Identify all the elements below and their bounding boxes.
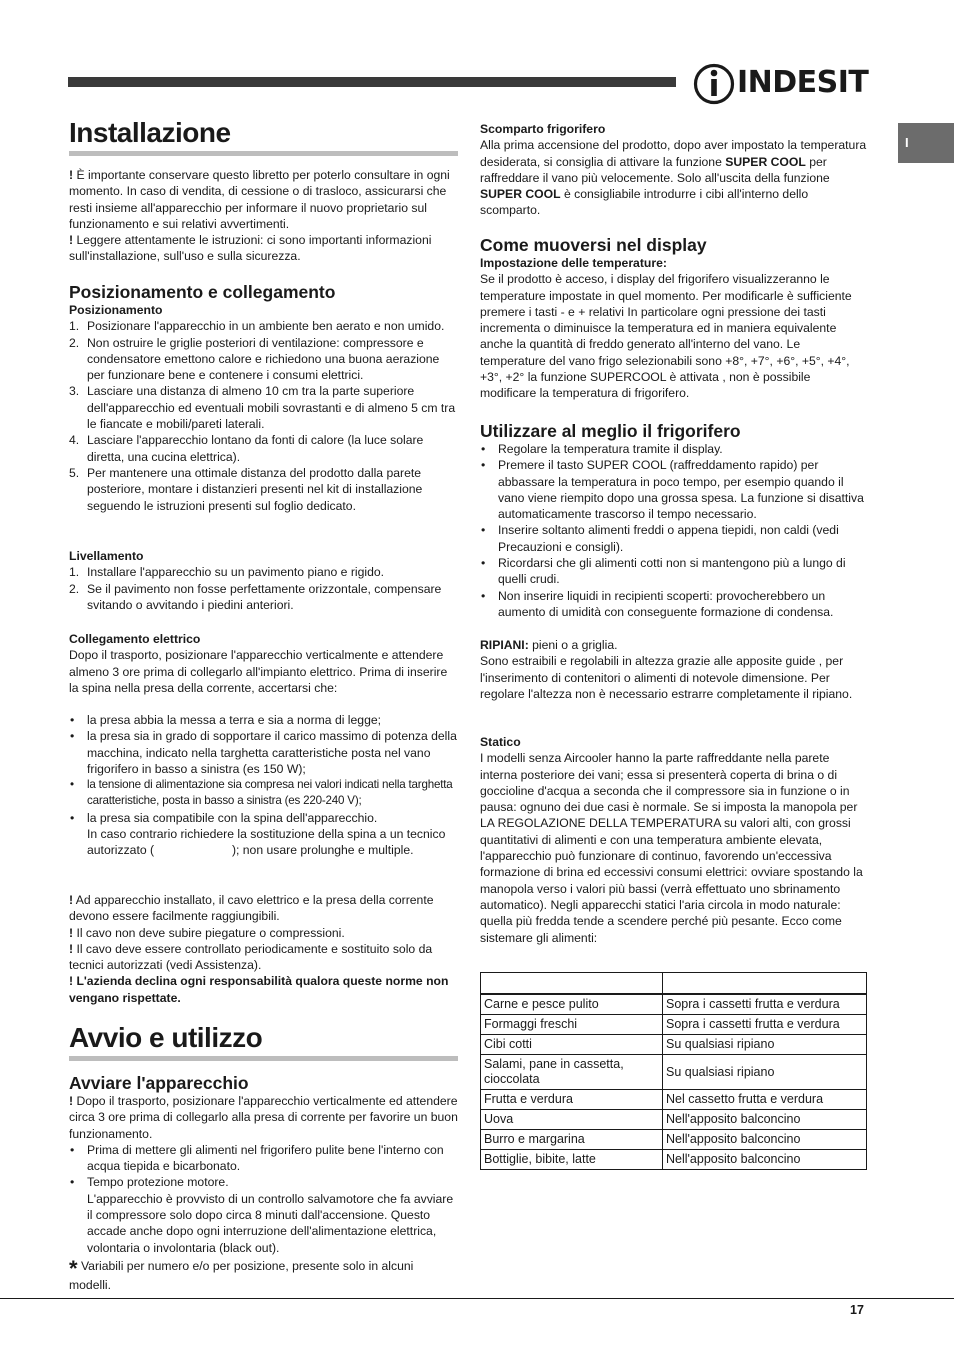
electrical-section [69,631,458,696]
positioning-list [69,318,458,514]
warnings [69,892,458,1006]
shelves-label: RIPIANI: [480,638,529,652]
warning-text: Il cavo deve essere controllato periodicamente e sostituito solo da tecnici autorizzati (vedi Assistenza). [69,941,433,973]
electrical-text: Dopo il trasporto, posizionare l'apparecchio verticalmente e attendere almeno 3 ore prima di collegarlo all'impianto elettrico. Prima di inserire la spina nella presa della corrente, accertarsi che: [69,648,448,695]
table-row [481,1110,867,1130]
table-row [481,1055,867,1090]
electrical-checklist [69,712,458,859]
list-item: 1. Installare l'apparecchio su un pavimento piano e rigido. [69,565,385,580]
table-cell: Su qualsiasi ripiano [663,1055,867,1090]
warning-mark: ! [69,168,74,182]
list-item-extra-text: In caso contrario richiedere la sostituzione della spina a un tecnico autorizzato ( ); non usare prolunghe e multiple. [87,827,449,858]
best-use-list [480,441,868,620]
list-item: 1. Posizionare l'apparecchio in un ambiente ben aerato e non umido. [69,319,445,334]
shelves-text-a-body: pieni o a griglia. [532,638,618,652]
table-row [481,1015,867,1035]
list-item-text: Regolare la temperatura tramite il display. [498,442,723,456]
table-cell: Bottiglie, bibite, latte [481,1150,663,1170]
compartment-text [480,137,868,218]
compartment-text-a: Alla prima accensione del prodotto, dopo aver impostato la temperatura desiderata, si consiglia di attivare la funzione [480,138,867,169]
list-item-text: Lasciare l'apparecchio lontano da fonti di calore (la luce solare diretta, una cucina elettrica). [87,433,424,464]
tab-letter: I [905,135,909,150]
list-item-extra-text: L'apparecchio è provvisto di un controllo salvamotore che fa avviare il compressore solo dopo circa 8 minuti dall'accensione. Questo accade anche dopo ogni interruzione dell'alimentazione elettrica, volontaria o involontaria (black out). [87,1191,454,1255]
table-row [481,1035,867,1055]
list-item-text: Per mantenere una ottimale distanza del prodotto dalla parete posteriore, montare i distanzieri presenti nel kit di installazione seguendo le istruzioni presenti sul foglio dedicato. [87,465,423,513]
list-item-text: Non ostruire le griglie posteriori di ventilazione: compressore e condensatore emettono calore e richiedono una buona aerazione per funzionare bene e contenere i consumi elettrici. [87,335,440,383]
warning-text: Ad apparecchio installato, il cavo elettrico e la presa della corrente devono essere facilmente raggiungibili. [69,893,434,924]
intro-text-2: Leggere attentamente le istruzioni: ci sono importanti informazioni sull'installazione, sull'uso e sulla sicurezza. [69,233,432,264]
shelves-text-a [480,637,868,653]
table-cell: Cibi cotti [481,1035,663,1055]
footer-rule [0,1298,954,1299]
list-item: 2. Se il pavimento non fosse perfettamente orizzontale, compensare svitando o avvitando i piedini anteriori. [69,581,442,612]
list-item [69,1174,458,1255]
start-section [69,1073,458,1256]
list-item: 4. Lasciare l'apparecchio lontano da fonti di calore (la luce solare diretta, una cucina elettrica). [69,433,424,464]
intro-paragraph-1 [69,167,458,232]
list-item [480,457,868,522]
list-item-text: Installare l'apparecchio su un pavimento piano e rigido. [87,565,385,580]
list-item-text: Posizionare l'apparecchio in un ambiente ben aerato e non umido. [87,319,445,334]
list-item-text: Lasciare una distanza di almeno 10 cm tra la parte superiore dell'apparecchio ed eventuali mobili sovrastanti e di almeno 5 cm tra le fiancate e mobili/pareti laterali. [87,384,456,432]
title-rule [69,1056,458,1061]
warning-mark: ! [69,941,74,956]
list-item [69,1142,458,1175]
list-item-text: Inserire soltanto alimenti freddi o appena tiepidi, non caldi (vedi Precauzioni e consigli). [498,523,839,554]
footnote-mark: * [69,1256,78,1281]
compartment-text-c: è consigliabile introdurre i cibi all'interno dello scomparto. [480,187,809,218]
install-title-block [69,117,458,156]
list-item-text: Tempo protezione motore. [87,1175,229,1190]
header-bar [68,77,676,87]
intro-text-1: È importante conservare questo libretto per poterlo consultare in ogni momento. In caso di vendita, di cessione o di trasloco, assicurarsi che resti insieme all'apparecchio per informare il nuovo proprietario sul funzionamento e sui relativi avvertimenti. [69,168,450,231]
page-number: 17 [850,1303,864,1317]
intro-paragraph-2 [69,232,458,265]
best-use-section [480,421,868,620]
display-subheading: Impostazione delle temperature: [480,256,667,270]
compartment-section [480,121,868,219]
footnote-body: Variabili per numero e/o per posizione, presente solo in alcuni modelli. [69,1259,414,1293]
list-item-text: Se il pavimento non fosse perfettamente orizzontale, compensare svitando o avvitando i piedini anteriori. [87,581,442,612]
table-cell: Sopra i cassetti frutta e verdura [663,1015,867,1035]
table-cell: Frutta e verdura [481,1090,663,1110]
table-header-row [481,973,867,994]
positioning-subheading: Posizionamento [69,303,163,317]
leveling-subheading: Livellamento [69,549,144,563]
table-cell: Carne e pesce pulito [481,995,663,1015]
table-row [481,1090,867,1110]
table-cell: Formaggi freschi [481,1015,663,1035]
install-intro [69,167,458,265]
static-section [480,734,868,946]
start-list [69,1142,458,1256]
list-item-text: la presa sia compatibile con la spina dell'apparecchio. [87,810,378,825]
start-heading: Avviare l'apparecchio [69,1073,249,1093]
food-placement-table [480,972,867,1170]
list-item: 5. Per mantenere una ottimale distanza del prodotto dalla parete posteriore, montare i distanzieri presenti nel kit di installazione seguendo le istruzioni presenti sul foglio dedicato. [69,465,423,513]
list-item: 2. Non ostruire le griglie posteriori di ventilazione: compressore e condensatore emettono calore e richiedono una buona aerazione per funzionare bene e contenere i consumi elettrici. [69,335,440,383]
warning-4 [69,973,458,1006]
warning-mark: ! [69,893,74,907]
avvio-title: Avvio e utilizzo [69,1022,263,1053]
positioning-heading: Posizionamento e collegamento [69,282,336,302]
table-header-cell [481,973,663,994]
table-cell: Salami, pane in cassetta, cioccolata [481,1055,663,1090]
warning-text: Il cavo non deve subire piegature o compressioni. [76,925,345,940]
warning-mark: ! [69,1094,74,1108]
positioning-section [69,282,458,514]
list-item [69,810,458,859]
list-item [480,555,868,588]
table-row [481,1130,867,1150]
indesit-logo [693,60,868,108]
list-item [69,712,458,728]
electrical-list [69,712,458,859]
display-heading: Come muoversi nel display [480,235,707,255]
warning-text: L'azienda declina ogni responsabilità qualora queste norme non vengano rispettate. [69,974,449,1005]
install-title: Installazione [69,117,231,148]
compartment-subheading: Scomparto frigorifero [480,122,606,136]
list-item-text: Ricordarsi che gli alimenti cotti non si mantengono più a lungo di quelli crudi. [498,556,846,587]
start-text [69,1093,458,1142]
table-cell: Uova [481,1110,663,1130]
avvio-title-block [69,1022,458,1061]
shelves-section [480,637,868,702]
static-text: I modelli senza Aircooler hanno la parte raffreddante nella parete interna posteriore dei vani; essa si presenterà coperta di brina o di goccioline d'acqua a seconda che il compressore sia in funzione o in pausa: ognuno dei due casi è normale. Se si imposta la manopola per LA REGOLAZIONE DELLA TEMPERATURA su valori alti, con grossi quantitativi di alimenti e con una temperatura ambiente elevata, l'apparecchio può funzionare di continuo, favorendo un'eccessiva formazione di brina ed eccessivi consumi elettrici: ovviare spostando la manopola verso i valori più bassi (verrà effettuato uno sbrinamento automatico). Negli apparecchi statici l'aria circola in modo naturale: quella più fredda tende a scendere perché più pesante. Ecco come sistemare gli alimenti: [480,751,863,945]
list-item-text: la presa abbia la messa a terra e sia a norma di legge; [87,713,382,727]
warning-3 [69,941,458,974]
list-item-text: Non inserire liquidi in recipienti scoperti: provocherebbero un aumento di umidità con conseguente formazione di condensa. [498,588,834,619]
start-text-body: Dopo il trasporto, posizionare l'apparecchio verticalmente ed attendere circa 3 ore prima di collegarlo alla presa di corrente per favorire un buon funzionamento. [69,1094,458,1141]
brand-wordmark: INDESIT [737,65,869,100]
footnote [69,1258,458,1294]
list-item: 3. Lasciare una distanza di almeno 10 cm tra la parte superiore dell'apparecchio ed eventuali mobili sovrastanti e di almeno 5 cm tra le fiancate e mobili/pareti laterali. [69,384,456,432]
electrical-subheading: Collegamento elettrico [69,632,201,646]
footnote-text [69,1258,458,1294]
table-cell: Su qualsiasi ripiano [663,1035,867,1055]
list-item [69,777,458,810]
indesit-i-mark-icon [693,60,735,108]
list-item-text: la presa sia in grado di sopportare il carico massimo di potenza della macchina, indicato nella targhetta caratteristiche posta nel vano frigorifero in basso a sinistra (es 150 W); [87,729,457,776]
warning-2 [69,925,458,941]
title-rule [69,151,458,156]
shelves-text-b: Sono estraibili e regolabili in altezza grazie alle apposite guide , per l'inserimento di contenitori o alimenti di notevole dimensione. Per regolare l'altezza non è necessario estrarre completamente il ripiano. [480,654,853,701]
list-item [480,588,868,621]
table-cell: Sopra i cassetti frutta e verdura [663,995,867,1015]
list-item [69,728,458,777]
table-row [481,995,867,1015]
leveling-section [69,548,458,613]
table-cell: Nell'apposito balconcino [663,1110,867,1130]
display-section [480,235,868,402]
table-cell: Burro e margarina [481,1130,663,1150]
warning-mark: ! [69,233,74,248]
warning-mark: ! [69,925,74,940]
best-use-heading: Utilizzare al meglio il frigorifero [480,421,741,441]
super-cool-label: SUPER COOL [480,187,561,202]
table-cell: Nell'apposito balconcino [663,1130,867,1150]
list-item-text: la tensione di alimentazione sia compresa nei valori indicati nella targhetta caratteristiche, posta in basso a sinistra (es 220-240 V); [87,778,453,808]
table-cell: Nel cassetto frutta e verdura [663,1090,867,1110]
super-cool-label: SUPER COOL [725,154,806,169]
table-header-cell [663,973,867,994]
list-item [480,441,868,457]
warning-1 [69,892,458,925]
table-cell: Nell'apposito balconcino [663,1150,867,1170]
list-item [480,522,868,555]
compartment-text-b: per raffreddare il vano più velocemente. Solo all'uscita della funzione [480,154,830,185]
table-row [481,1150,867,1170]
leveling-list [69,564,458,613]
language-tab [898,123,954,163]
list-item-text: Prima di mettere gli alimenti nel frigorifero pulite bene l'interno con acqua tiepida e bicarbonato. [87,1142,444,1174]
display-text: Se il prodotto è acceso, i display del frigorifero visualizzeranno le temperature impostate in quel momento. Per modificarle è sufficiente premere i tasti - e + relativi In particolare ogni pressione dei tasti incrementa o diminuisce la temperatura ed in maniera equivalente anche la quantità di freddo generato all'interno del vano. Le temperature del vano frigo selezionabili sono +8°, +7°, +6°, +5°, +4°, +3°, +2° la funzione SUPERCOOL è attivata , non è possibile modificare la temperatura di frigorifero. [480,272,852,401]
list-item-text: Premere il tasto SUPER COOL (raffreddamento rapido) per abbassare la temperatura in poco tempo, per esempio quando il vano viene riempito dopo una grossa spesa. La funzione si disattiva automaticamente trascorso il tempo necessario. [498,458,864,522]
static-subheading: Statico [480,735,521,749]
warning-mark: ! [69,974,74,989]
